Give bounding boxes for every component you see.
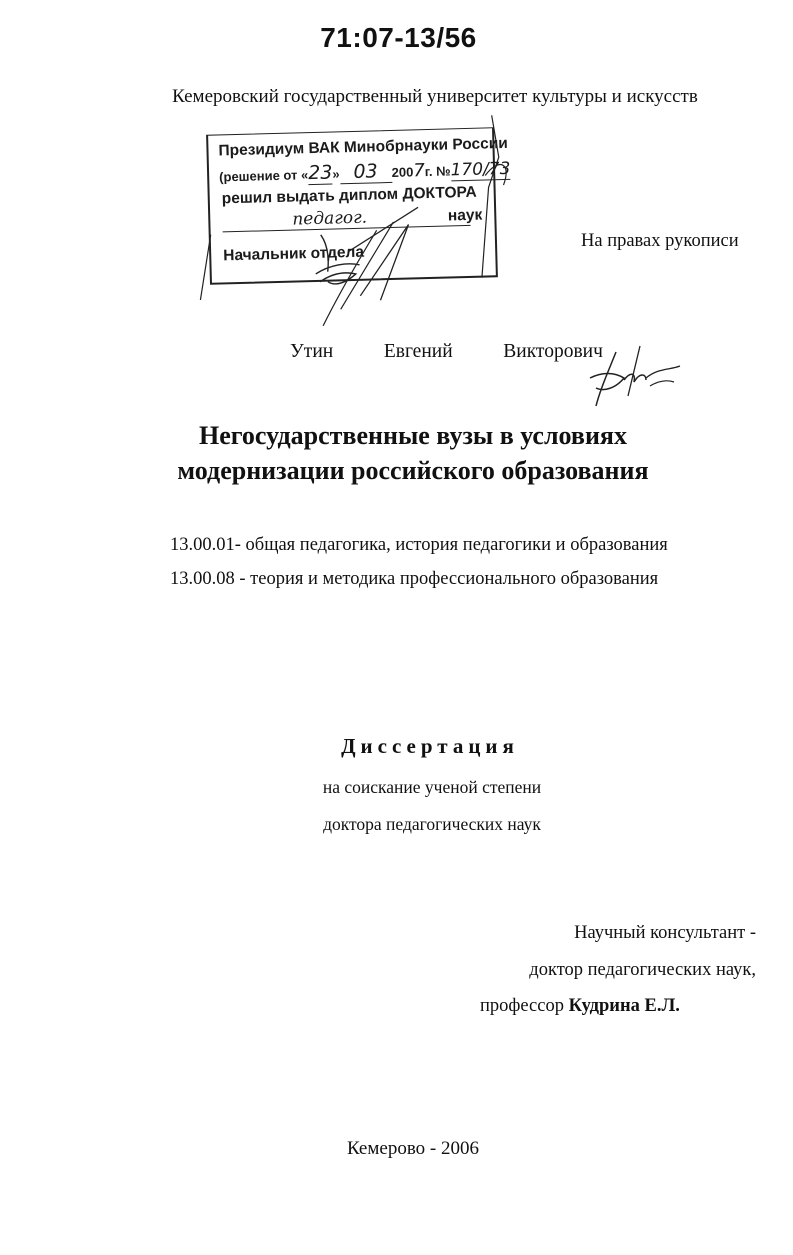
stamp-signature-strokes [206,127,521,335]
university-name: Кемеровский государственный университет культуры и искусств [172,86,698,107]
stamp-decision-mid: » [332,166,340,182]
specialty-code-1: 13.00.01- общая педагогика, история педагогики и образования [170,535,668,555]
stamp-decision-month: 03 [339,160,392,184]
specialty-code-2: 13.00.08 - теория и методика профессионального образования [170,569,659,589]
dissertation-title [0,418,793,488]
consultant-title [480,996,680,1017]
stamp-science-handwritten: педагог. [292,207,368,230]
degree-line-1: на соискание ученой степени [322,777,542,797]
manuscript-rights: На правах рукописи [581,231,739,251]
dissertation-heading: Диссертация [341,734,519,758]
stamp-line-award: решил выдать диплом ДОКТОРА [221,183,477,208]
degree-line-2: доктора педагогических наук [323,814,541,834]
consultant-rank: профессор [480,996,569,1016]
author-name: Утин Евгений Викторович [290,341,603,362]
city-year: Кемерово - 2006 [346,1138,479,1159]
stamp-line-head: Начальник отдела [223,243,365,265]
catalog-code: 71:07-13/56 [320,22,477,53]
vak-stamp [206,127,511,284]
consultant-degree: доктор педагогических наук, [529,960,756,980]
stamp-decision-prefix: (решение от « [218,167,309,185]
stamp-science-suffix: наук [447,206,483,225]
stamp-decision-day: 23 [307,161,333,185]
author-signature [588,342,688,412]
stamp-decision-number: 170/73 [450,158,511,181]
title-line-2: модернизации российского образования [177,456,649,485]
stamp-decision-year-prefix: 200 [391,164,414,180]
stamp-decision-year-digit: 7 [413,160,426,182]
consultant-role: Научный консультант - [574,923,756,943]
stamp-decision-suffix: г. № [424,163,451,180]
stamp-line-presidium: Президиум ВАК Минобрнауки России [218,134,509,160]
title-line-1: Негосударственные вузы в условиях [199,421,627,450]
consultant-name: Кудрина Е.Л. [568,996,680,1016]
